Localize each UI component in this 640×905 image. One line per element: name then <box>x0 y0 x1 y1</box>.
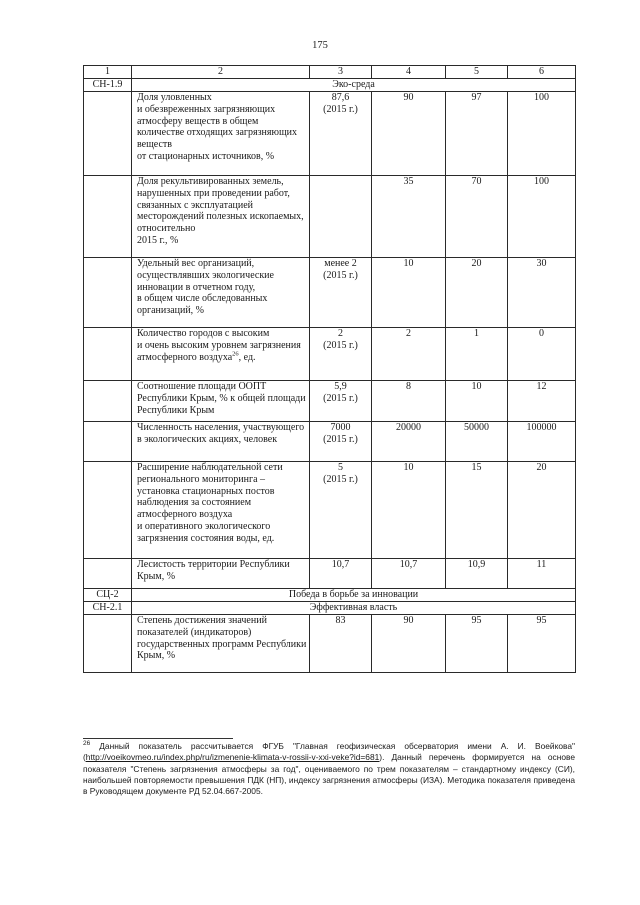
base-value: 7000 (2015 г.) <box>310 422 372 462</box>
base-value <box>310 176 372 258</box>
target-value: 10,9 <box>446 559 508 589</box>
target-value: 1 <box>446 328 508 381</box>
target-value: 30 <box>508 258 576 328</box>
base-value: 10,7 <box>310 559 372 589</box>
base-value: 83 <box>310 615 372 673</box>
base-value: 2 (2015 г.) <box>310 328 372 381</box>
base-value: 5,9 (2015 г.) <box>310 381 372 422</box>
table-row <box>84 462 576 559</box>
section-row <box>84 589 576 602</box>
target-value: 11 <box>508 559 576 589</box>
indicator-name: Доля уловленных и обезвреженных загрязняющих атмосферу веществ в общем количестве отходящих загрязняющих веществ от стационарных источников, % <box>132 92 310 176</box>
base-value: менее 2 (2015 г.) <box>310 258 372 328</box>
table-row <box>84 422 576 462</box>
indicator-name: Количество городов с высоким и очень высоким уровнем загрязнения атмосферного воздуха$^{26}$, ед. <box>132 328 310 381</box>
target-value: 100 <box>508 92 576 176</box>
footnote-divider <box>83 738 233 739</box>
table-row <box>84 381 576 422</box>
indicator-name: Доля рекультивированных земель, нарушенных при проведении работ, связанных с эксплуатацией месторождений полезных ископаемых, относительно 2015 г., % <box>132 176 310 258</box>
target-value: 95 <box>508 615 576 673</box>
section-title: Победа в борьбе за инновации <box>132 589 576 602</box>
target-value: 2 <box>372 328 446 381</box>
section-title: Эффективная власть <box>132 602 576 615</box>
indicator-name: Численность населения, участвующего в экологических акциях, человек <box>132 422 310 462</box>
target-value: 100000 <box>508 422 576 462</box>
base-value: 87,6 (2015 г.) <box>310 92 372 176</box>
table-header-row <box>84 66 576 79</box>
table-row <box>84 258 576 328</box>
footnote: $^{26}$ Данный показатель рассчитывается ФГУБ "Главная геофизическая обсерватория имени А. И. Воейкова" (http://voeikovmeo.ru/index.php/ru/izmenenie-klimata-v-rossii-v-xxi-veke?id=681). Данный перечень формируется на основе показателя "Степень загрязнения атмосферы за год", оцениваемого по трем показателям – стандартному индексу (СИ), наибольшей повторяемости превышения ПДК (НП), индексу загрязнения атмосферы (ИЗА). Методика показателя приведена в Руководящем документе РД 52.04.667-2005. <box>83 740 575 797</box>
section-row <box>84 602 576 615</box>
target-value: 97 <box>446 92 508 176</box>
indicator-name: Лесистость территории Республики Крым, % <box>132 559 310 589</box>
target-value: 10 <box>446 381 508 422</box>
section-code: СН-2.1 <box>84 602 132 615</box>
footnote-marker: 26 <box>83 740 91 748</box>
target-value: 10,7 <box>372 559 446 589</box>
column-header: 1 <box>84 66 132 79</box>
footnote-link[interactable]: http://voeikovmeo.ru/index.php/ru/izmenenie-klimata-v-rossii-v-xxi-veke?id=681 <box>85 752 380 763</box>
table-row <box>84 615 576 673</box>
column-header: 6 <box>508 66 576 79</box>
target-value: 20 <box>508 462 576 559</box>
target-value: 20 <box>446 258 508 328</box>
target-value: 50000 <box>446 422 508 462</box>
target-value: 100 <box>508 176 576 258</box>
target-value: 10 <box>372 258 446 328</box>
target-value: 10 <box>372 462 446 559</box>
target-value: 15 <box>446 462 508 559</box>
target-value: 90 <box>372 615 446 673</box>
section-row <box>84 79 576 92</box>
target-value: 12 <box>508 381 576 422</box>
section-code: СЦ-2 <box>84 589 132 602</box>
table-row <box>84 559 576 589</box>
indicator-name: Удельный вес организаций, осуществлявших экологические инновации в отчетном году, в общем числе обследованных организаций, % <box>132 258 310 328</box>
section-title: Эко-среда <box>132 79 576 92</box>
target-value: 20000 <box>372 422 446 462</box>
column-header: 4 <box>372 66 446 79</box>
target-value: 95 <box>446 615 508 673</box>
column-header: 5 <box>446 66 508 79</box>
target-value: 8 <box>372 381 446 422</box>
column-header: 3 <box>310 66 372 79</box>
indicator-name: Соотношение площади ООПТ Республики Крым, % к общей площади Республики Крым <box>132 381 310 422</box>
base-value: 5 (2015 г.) <box>310 462 372 559</box>
table-row <box>84 176 576 258</box>
page-number: 175 <box>312 40 328 51</box>
indicator-name: Расширение наблюдательной сети регионального мониторинга – установка стационарных постов наблюдения за состоянием атмосферного воздуха и оперативного экологического загрязнения состояния воды, ед. <box>132 462 310 559</box>
column-header: 2 <box>132 66 310 79</box>
footnote-marker[interactable]: 26 <box>232 350 239 358</box>
indicators-table <box>83 65 576 673</box>
target-value: 0 <box>508 328 576 381</box>
target-value: 70 <box>446 176 508 258</box>
target-value: 90 <box>372 92 446 176</box>
table-row <box>84 328 576 381</box>
indicator-name: Степень достижения значений показателей (индикаторов) государственных программ Республики Крым, % <box>132 615 310 673</box>
table-row <box>84 92 576 176</box>
target-value: 35 <box>372 176 446 258</box>
section-code: СН-1.9 <box>84 79 132 92</box>
